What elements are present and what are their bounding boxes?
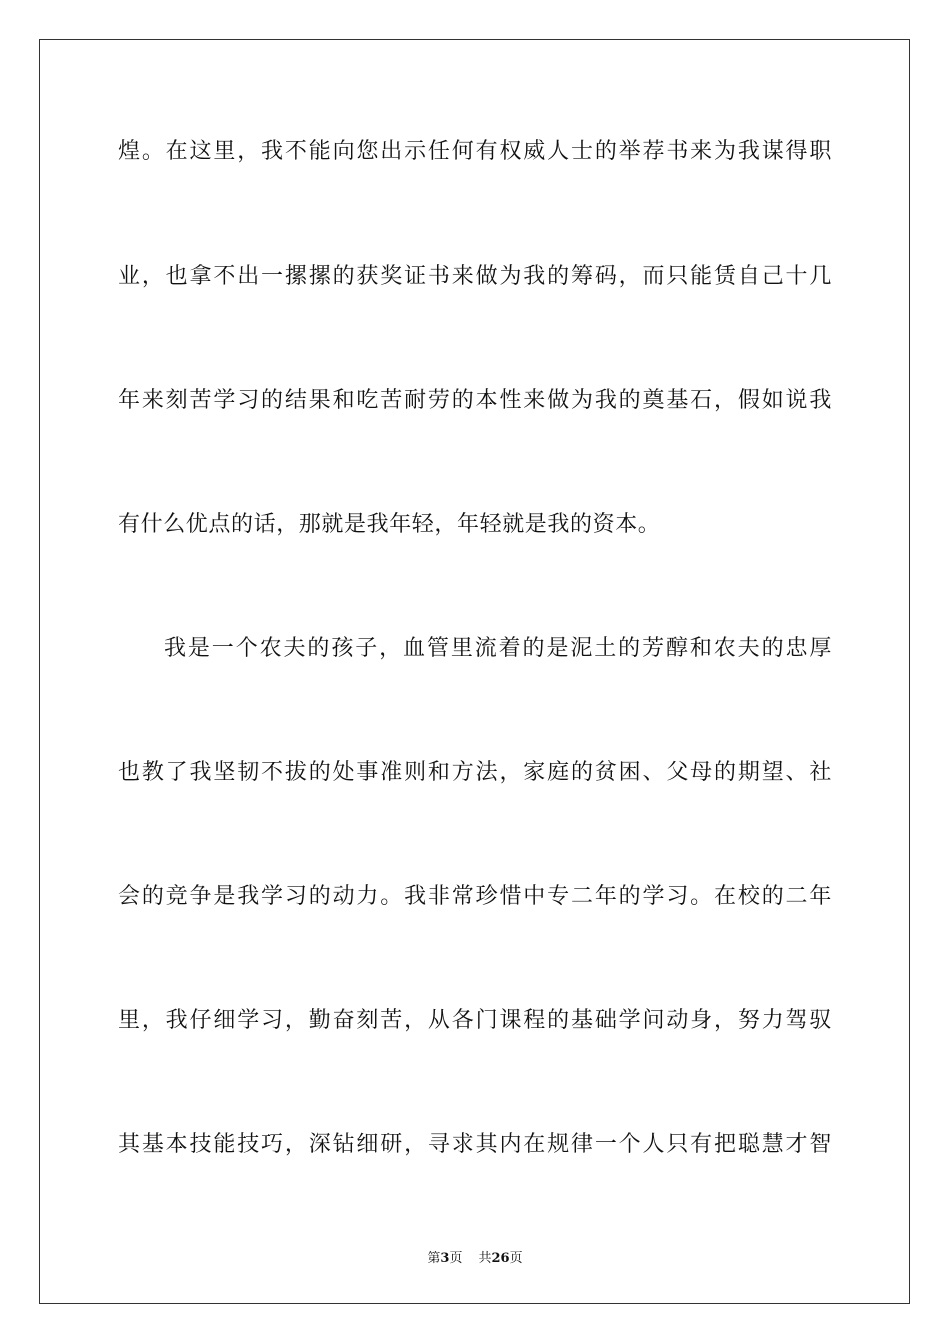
total-prefix: 共 bbox=[478, 1251, 492, 1266]
body-text-line: 也教了我坚韧不拔的处事准则和方法，家庭的贫困、父母的期望、社 bbox=[118, 760, 832, 785]
body-text-line: 有什么优点的话，那就是我年轻，年轻就是我的资本。 bbox=[118, 512, 661, 537]
paragraph-first-line: 我是一个农夫的孩子，血管里流着的是泥土的芳醇和农夫的忠厚 bbox=[164, 636, 832, 661]
body-text-line: 年来刻苦学习的结果和吃苦耐劳的本性来做为我的奠基石，假如说我 bbox=[118, 388, 832, 413]
body-text-line: 业，也拿不出一摞摞的获奖证书来做为我的筹码，而只能赁自己十几 bbox=[118, 264, 832, 289]
body-text-line: 里，我仔细学习，勤奋刻苦，从各门课程的基础学问动身，努力驾驭 bbox=[118, 1008, 832, 1033]
page-number: 3 bbox=[440, 1251, 450, 1266]
page-border bbox=[39, 39, 910, 1304]
total-suffix: 页 bbox=[509, 1251, 523, 1266]
page-footer bbox=[0, 1250, 950, 1268]
body-text-line: 煌。在这里，我不能向您出示任何有权威人士的举荐书来为我谋得职 bbox=[118, 139, 832, 164]
page-prefix: 第 bbox=[427, 1251, 441, 1266]
page-suffix: 页 bbox=[449, 1251, 463, 1266]
body-text-line: 其基本技能技巧，深钻细研，寻求其内在规律一个人只有把聪慧才智 bbox=[118, 1132, 832, 1157]
total-pages: 26 bbox=[491, 1251, 510, 1266]
body-text-line: 会的竞争是我学习的动力。我非常珍惜中专二年的学习。在校的二年 bbox=[118, 884, 832, 909]
